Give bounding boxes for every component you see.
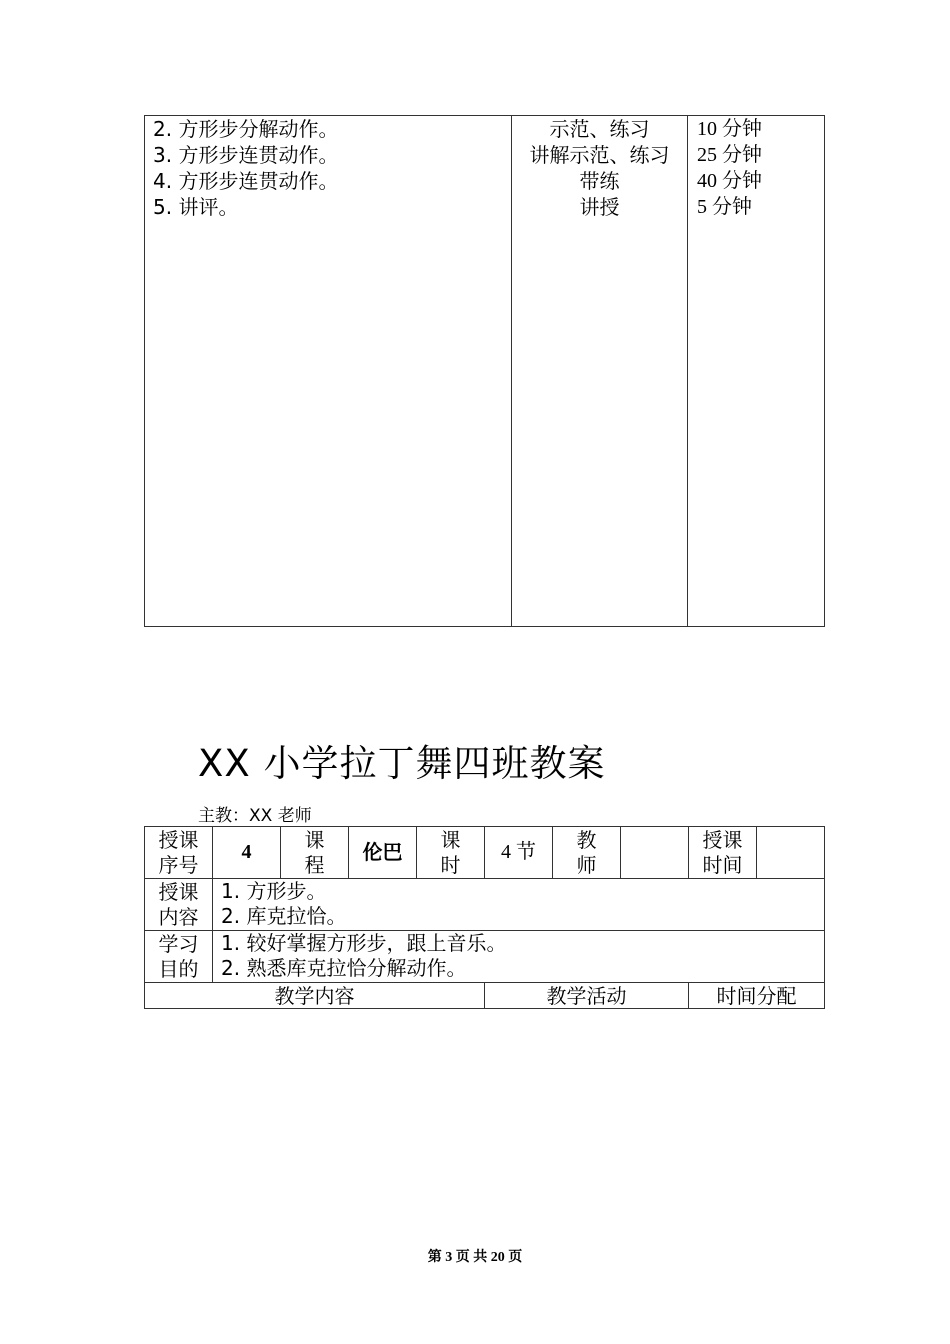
list-item: 2. 熟悉库克拉恰分解动作。 (221, 956, 467, 980)
lesson-no-value: 4 (213, 827, 281, 879)
course-label: 课程 (281, 827, 349, 879)
goal-label: 学习目的 (145, 931, 213, 983)
list-item: 1. 较好掌握方形步，跟上音乐。 (221, 931, 507, 955)
list-item: 1. 方形步。 (221, 879, 327, 903)
content-line: 4. 方形步连贯动作。 (153, 169, 339, 193)
time-line: 25 分钟 (697, 144, 762, 166)
steps-content-cell (145, 116, 512, 627)
class-time-label: 授课时间 (689, 827, 757, 879)
lesson-steps-table (144, 115, 825, 627)
time-line: 40 分钟 (697, 170, 762, 192)
time-line: 5 分钟 (697, 196, 752, 218)
hours-value: 4 节 (485, 827, 553, 879)
content-line: 5. 讲评。 (153, 195, 239, 219)
steps-activity-cell (512, 116, 688, 627)
activity-line: 讲解示范、练习 (529, 143, 670, 167)
header-time-allocation: 时间分配 (689, 983, 825, 1009)
content-line: 2. 方形步分解动作。 (153, 117, 339, 141)
page-title: XX 小学拉丁舞四班教案 (198, 742, 606, 785)
teacher-label: 教师 (553, 827, 621, 879)
activity-line: 示范、练习 (549, 117, 650, 141)
lesson-no-label: 授课序号 (145, 827, 213, 879)
activity-line: 带练 (579, 169, 620, 193)
steps-time-cell (688, 116, 825, 627)
content-label: 授课内容 (145, 879, 213, 931)
list-item: 2. 库克拉恰。 (221, 904, 347, 928)
teacher-value (621, 827, 689, 879)
header-teaching-activity: 教学活动 (485, 983, 689, 1009)
class-time-value (757, 827, 825, 879)
lesson-info-table (144, 826, 825, 1009)
page-footer: 第 3 页 共 20 页 (427, 1250, 523, 1265)
time-line: 10 分钟 (697, 118, 762, 140)
teacher-line: 主教：XX 老师 (198, 806, 312, 826)
content-line: 3. 方形步连贯动作。 (153, 143, 339, 167)
goal-items (213, 931, 825, 983)
activity-line: 讲授 (579, 195, 620, 219)
header-teaching-content: 教学内容 (145, 983, 485, 1009)
course-value: 伦巴 (349, 827, 417, 879)
hours-label: 课时 (417, 827, 485, 879)
content-items (213, 879, 825, 931)
